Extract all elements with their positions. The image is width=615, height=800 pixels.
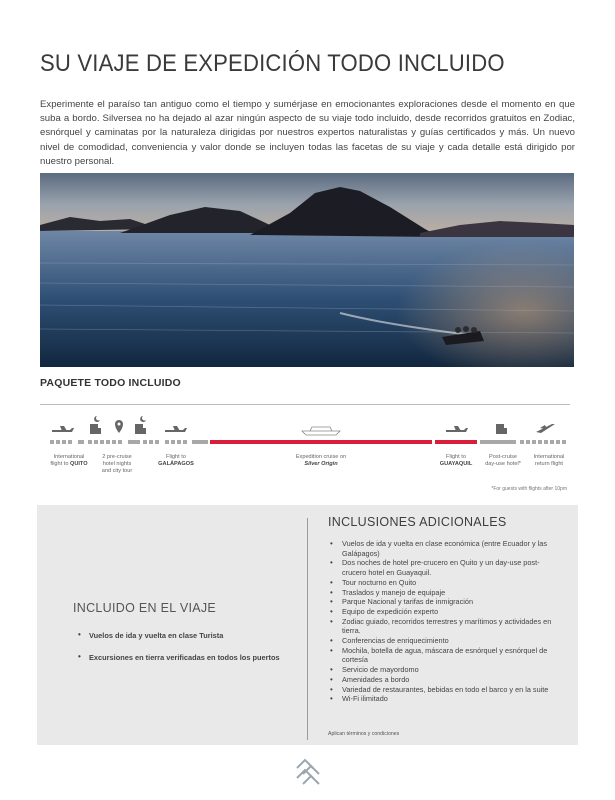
silversea-logo-icon [291, 756, 325, 790]
included-heading: INCLUIDO EN EL VIAJE [73, 601, 217, 615]
plane-icon [165, 426, 187, 432]
pin-icon [115, 420, 123, 433]
additional-heading: INCLUSIONES ADICIONALES [328, 515, 507, 529]
plane-icon [52, 426, 74, 432]
package-divider [40, 404, 570, 405]
step-label: 2 pre-cruise hotel nights and city tour [101, 454, 133, 474]
plane-icon [536, 424, 555, 433]
list-item: • Dos noches de hotel pre-crucero en Quito y un day-use post-crucero hotel en Guayaquil. [330, 558, 558, 577]
list-item: • Vuelos de ida y vuelta en clase Turista [78, 631, 298, 640]
package-title: PAQUETE TODO INCLUIDO [40, 377, 181, 389]
step-label: International return flight [533, 454, 565, 467]
terms-note: Aplican términos y condiciones [328, 731, 400, 737]
hero-image [40, 173, 574, 367]
page-title: SU VIAJE DE EXPEDICIÓN TODO INCLUIDO [40, 50, 505, 77]
included-list [78, 631, 298, 675]
additional-list [330, 539, 558, 704]
list-item: • Tour nocturno en Quito [330, 578, 558, 588]
intro-paragraph: Experimente el paraíso tan antiguo como el tiempo y sumérjase en emocionantes exploraciones desde el momento en que suba a bordo. Silversea no ha dejado al azar ningún aspecto de su viaje todo incluido, desde recorridos gratuitos en Zodiac, esnórquel y caminatas por la naturaleza dirigidas por nuestros expertos naturalistas y guías certificados y más. Un nuevo nivel de comodidad, conveniencia y valor donde se incluyen todas las facetas de su viaje y cada detalle está dirigido por nuestro personal. [40, 99, 575, 167]
list-item: • Equipo de expedición experto [330, 607, 558, 617]
footnote: *For guests with flights after 10pm [491, 486, 567, 492]
plane-icon [446, 426, 468, 432]
step-label: Post-cruise day-use hotel* [485, 454, 521, 467]
list-item: • Mochila, botella de agua, máscara de esnórquel y esnórquel de cortesía [330, 646, 558, 665]
hotel-icon [135, 416, 146, 434]
list-item: • Traslados y manejo de equipaje [330, 588, 558, 598]
list-item: • Excursiones en tierra verificadas en todos los puertos [78, 653, 298, 662]
list-item: • Variedad de restaurantes, bebidas en todo el barco y en la suite [330, 685, 558, 695]
list-item: • Zodiac guiado, recorridos terrestres y marítimos y actividades en tierra. [330, 617, 558, 636]
step-label: Flight to GUAYAQUIL [439, 454, 473, 467]
list-item: • Servicio de mayordomo [330, 665, 558, 675]
step-label: Expedition cruise on Silver Origin [295, 454, 347, 467]
list-item: • Wi-Fi ilimitado [330, 694, 558, 704]
list-item: • Vuelos de ida y vuelta en clase económica (entre Ecuador y las Galápagos) [330, 539, 558, 558]
hotel-icon [496, 424, 507, 434]
list-item: • Parque Nacional y tarifas de inmigración [330, 597, 558, 607]
ship-icon [302, 427, 340, 435]
list-item: • Amenidades a bordo [330, 675, 558, 685]
list-item: • Conferencias de enriquecimiento [330, 636, 558, 646]
cruise-segment [210, 440, 432, 444]
hotel-icon [90, 416, 101, 434]
step-label: Flight to GALÁPAGOS [158, 454, 194, 467]
panel-divider [307, 518, 308, 740]
step-label: International flight to QUITO [50, 454, 88, 467]
